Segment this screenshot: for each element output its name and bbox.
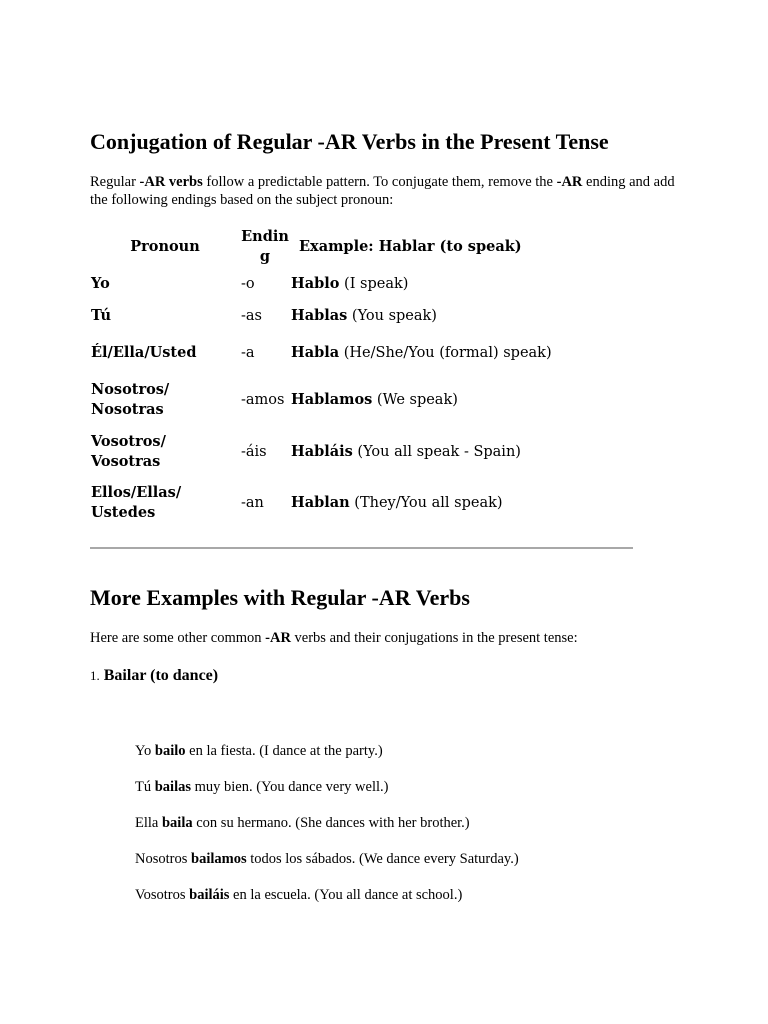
ending-cell: -o [241, 276, 255, 292]
verb-title: Bailar (to dance) [103, 667, 219, 684]
sentence-verb: bailo [154, 743, 186, 759]
pronoun-cell: Ellos/Ellas/ Ustedes [91, 484, 182, 521]
table-row [90, 332, 633, 374]
intro-text-2: follow a predictable pattern. To conjugate them, remove the [202, 174, 557, 190]
example-meaning: (He/She/You (formal) speak) [339, 345, 552, 361]
sentence-pre: Nosotros [135, 851, 191, 867]
table-row [90, 477, 633, 529]
example-sentence [135, 850, 519, 868]
sentence-verb: bailamos [191, 851, 247, 867]
example-cell [290, 268, 633, 300]
example-verb: Habla [291, 344, 340, 361]
example-sentence [135, 778, 388, 796]
ending-cell: -amos [241, 392, 285, 408]
section-intro-paragraph [90, 630, 680, 648]
sentence-pre: Ella [135, 815, 162, 831]
header-ending: Ending [241, 228, 289, 265]
table-header-row [90, 226, 633, 268]
sentence-pre: Tú [135, 779, 155, 795]
intro-text-1: Regular [90, 174, 140, 190]
header-pronoun: Pronoun [130, 238, 200, 255]
verb-heading [90, 666, 218, 686]
header-example: Example: Hablar (to speak) [299, 238, 522, 255]
example-meaning: (You speak) [347, 308, 437, 324]
pronoun-cell: Tú [91, 307, 112, 324]
table-row [90, 374, 633, 426]
example-cell [290, 300, 633, 332]
sentence-post: en la escuela. (You all dance at school.) [229, 887, 463, 903]
section-intro-text-2: verbs and their conjugations in the present tense: [290, 630, 578, 646]
section-title: More Examples with Regular -AR Verbs [90, 585, 470, 610]
example-verb: Hablan [291, 494, 350, 511]
ending-cell: -as [241, 308, 262, 324]
pronoun-cell: Yo [91, 275, 110, 292]
sentence-pre: Vosotros [135, 887, 190, 903]
page-title: Conjugation of Regular -AR Verbs in the Present Tense [90, 129, 609, 154]
sentence-post: en la fiesta. (I dance at the party.) [185, 743, 383, 759]
pronoun-cell: Él/Ella/Usted [91, 344, 197, 361]
list-number: 1. [90, 668, 100, 683]
ending-cell: -a [241, 345, 255, 361]
section-intro-bold: -AR [265, 630, 291, 646]
pronoun-cell: Nosotros/ Nosotras [91, 381, 170, 418]
example-sentence [135, 814, 470, 832]
example-verb: Hablamos [291, 391, 373, 408]
intro-bold-2: -AR [556, 174, 583, 190]
sentence-verb: bailas [154, 779, 191, 795]
intro-paragraph [90, 174, 680, 209]
example-meaning: (I speak) [339, 276, 409, 292]
ending-cell: -áis [241, 443, 267, 460]
example-sentence [135, 742, 383, 760]
example-cell [290, 374, 633, 426]
intro-bold-1: -AR verbs [139, 174, 203, 190]
sentence-verb: bailáis [189, 887, 230, 903]
example-meaning: (You all speak - Spain) [352, 443, 521, 460]
example-cell [290, 332, 633, 374]
table-row [90, 300, 633, 332]
example-verb: Habláis [291, 442, 353, 460]
sentence-post: muy bien. (You dance very well.) [191, 779, 389, 795]
section-intro-text-1: Here are some other common [90, 630, 266, 646]
section-divider [90, 547, 633, 549]
table-row [90, 426, 633, 477]
sentence-post: con su hermano. (She dances with her brother.) [192, 815, 470, 831]
intro-text-3: ending and add the following endings based on the subject pronoun: [90, 174, 675, 208]
example-meaning: (We speak) [372, 392, 458, 408]
example-meaning: (They/You all speak) [349, 495, 503, 511]
conjugation-table [90, 226, 633, 529]
ending-cell: -an [241, 495, 264, 511]
table-row [90, 268, 633, 300]
sentence-pre: Yo [135, 743, 155, 759]
example-verb: Hablo [291, 275, 340, 292]
sentence-verb: baila [161, 815, 193, 831]
example-cell [290, 477, 633, 529]
sentence-post: todos los sábados. (We dance every Saturday.) [246, 851, 519, 867]
example-sentence [135, 886, 462, 904]
example-cell [290, 426, 633, 477]
example-verb: Hablas [291, 307, 348, 324]
pronoun-cell: Vosotros/ Vosotras [91, 432, 166, 470]
